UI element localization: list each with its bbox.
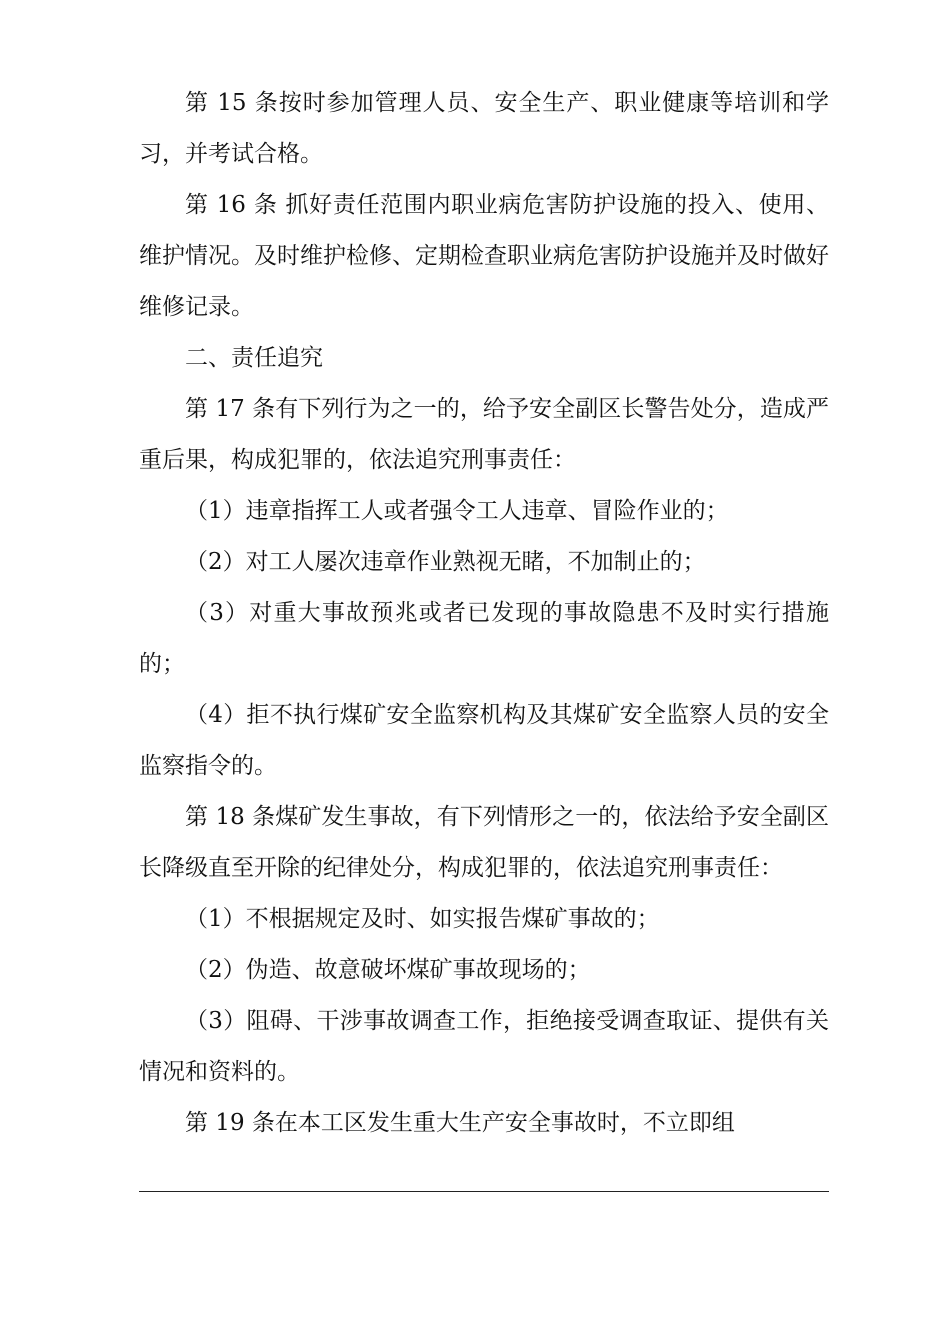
article-17-item-4: （4）拒不执行煤矿安全监察机构及其煤矿安全监察人员的安全监察指令的。 [139, 702, 829, 779]
article-18-item-2: （2）伪造、故意破坏煤矿事故现场的； [185, 957, 591, 983]
article-18-item-3: （3）阻碍、干涉事故调查工作，拒绝接受调查取证、提供有关情况和资料的。 [139, 1008, 829, 1085]
article-17-item-2: （2）对工人屡次违章作业熟视无睹，不加制止的； [185, 549, 706, 575]
article-18: 第 18 条煤矿发生事故，有下列情形之一的，依法给予安全副区长降级直至开除的纪律处分，构成犯罪的，依法追究刑事责任： [139, 804, 829, 881]
section-heading-accountability: 二、责任追究 [185, 345, 323, 371]
article-17-item-3: （3）对重大事故预兆或者已发现的事故隐患不及时实行措施的； [139, 600, 829, 677]
article-16: 第 16 条 抓好责任范围内职业病危害防护设施的投入、使用、维护情况。及时维护检修、定期检查职业病危害防护设施并及时做好维修记录。 [139, 192, 829, 320]
article-19: 第 19 条在本工区发生重大生产安全事故时，不立即组 [185, 1110, 735, 1136]
article-18-item-1: （1）不根据规定及时、如实报告煤矿事故的； [185, 906, 660, 932]
article-15: 第 15 条按时参加管理人员、安全生产、职业健康等培训和学习，并考试合格。 [139, 90, 829, 167]
article-17-item-1: （1）违章指挥工人或者强令工人违章、冒险作业的； [185, 498, 729, 524]
article-17: 第 17 条有下列行为之一的，给予安全副区长警告处分，造成严重后果，构成犯罪的，依法追究刑事责任： [139, 396, 829, 473]
document-body [139, 78, 829, 1149]
footer-divider [139, 1191, 829, 1192]
